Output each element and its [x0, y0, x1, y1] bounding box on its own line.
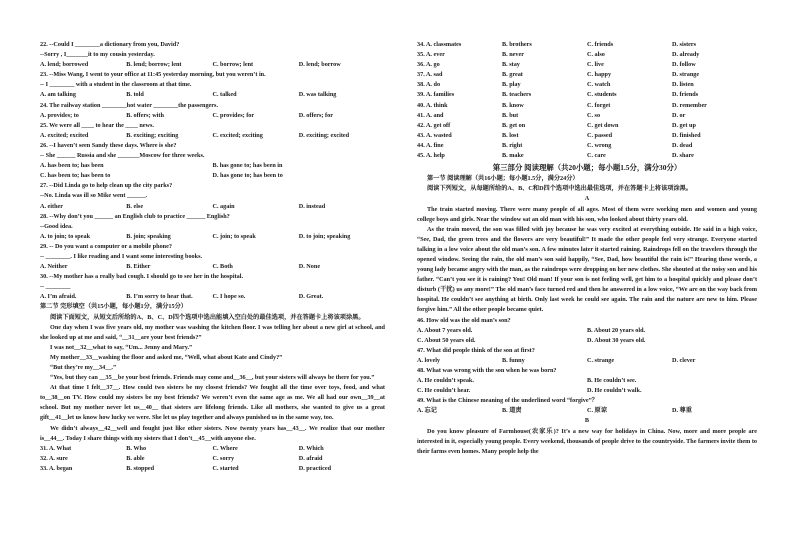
- option: C. wrong: [587, 141, 612, 149]
- question-28-stem: 28. --Why don’t you ______ an English club to practice ______ English?: [40, 212, 230, 220]
- option: B. able: [126, 454, 145, 462]
- passage-a-paragraph: As the train moved, the son was filled with joy because he was very excited at everything outside. He said in a high voice, “See, Dad, the green trees and the flowers are very beautiful!” It made the other people feel very strange. Everyone started talking in a low voice about the old man’s son. A few minutes later it started raining. Raindrops fell on the travelers through the opened window. Seeing the rain, the old man’s son said happily, “See, Dad, how beautiful the rain is!” Hearing these words, a young lady became angry with the man, as the raindrops were dropping on her new clothes. She shouted at the noisy son and his father. “Can’t you see it is raining? You! Old man! If your son is not feeling well, get him to a hospital quickly and please don’t disturb (干扰) us any more!” The old man’s face turned red and then he answered in a low voice, “We are on the way back from hospital. He couldn’t see anything at birth. Only last week he could see again. The rain and the nature are new to him. Please forgive him.” All the other people became quiet.: [417, 225, 757, 314]
- option: D. practiced: [298, 464, 332, 472]
- option: D. sisters: [672, 41, 697, 48]
- option: B. join; speaking: [126, 232, 171, 240]
- question-24-options: [40, 111, 385, 121]
- question-30-stem: 30. --My mother has a really bad cough. I should go to see her in the hospital.: [40, 273, 243, 281]
- option: 41. A. and: [417, 111, 444, 119]
- option: D. or: [672, 111, 686, 119]
- option: C. started: [212, 464, 239, 472]
- question-22-options: [40, 60, 385, 70]
- option: D. Great.: [298, 293, 324, 301]
- question-22-sub: --Sorry , I_______it to my cousin yesterday.: [40, 51, 155, 59]
- option: B. Either: [126, 263, 151, 271]
- option: 43. A. wasted: [417, 131, 452, 139]
- question-23-options: [40, 90, 385, 100]
- option: B. never: [502, 51, 524, 59]
- option: 42. A. get off: [417, 121, 451, 129]
- option: C. join; to speak: [212, 232, 256, 240]
- option: B. Who: [126, 444, 147, 452]
- option: D. Which: [298, 444, 324, 452]
- option: C. provides; for: [212, 111, 255, 119]
- option: C. has been to; has been to: [40, 172, 111, 180]
- option: A. excited; excited: [40, 131, 89, 139]
- option: D. follow: [672, 61, 696, 69]
- passage-a-label: A: [584, 195, 590, 203]
- option: 40. A. think: [417, 101, 448, 109]
- option: 33. A. began: [40, 464, 73, 472]
- option: A. lovely: [417, 356, 441, 364]
- question-48-options-cd: [417, 386, 757, 396]
- option: A. 忘记: [417, 407, 437, 415]
- part3-title: 第三部分 阅读理解（共20小题；每小题1.5分，满分30分）: [492, 163, 682, 173]
- question-28-options: [40, 232, 385, 242]
- option: 39. A. families: [417, 91, 455, 99]
- option: B. right: [502, 141, 523, 149]
- option: B. stopped: [126, 464, 155, 472]
- option: D. listen: [672, 81, 694, 89]
- question-23-stem: 23. --Miss Wang, I went to your office at 11:45 yesterday morning, but you weren’t in.: [40, 71, 266, 79]
- option: 32. A. sure: [40, 454, 68, 462]
- cloze-paragraph: My mother__33__washing the floor and asked me, “Well, what about Kate and Cindy?”: [50, 353, 283, 361]
- option: C. strange: [587, 356, 615, 364]
- option: C. sorry: [212, 454, 235, 462]
- cloze-paragraph: “Yes, but they can __35__be your best friends. Friends may come and__36__, but your sisters will always be there for you.”: [50, 374, 375, 382]
- option: C. borrow; lent: [212, 61, 254, 69]
- option: D. has gone to; has been to: [212, 172, 283, 180]
- question-48-options-ab: [417, 376, 757, 386]
- passage-b-paragraph: Do you know pleasure of Farmhouse(农家乐)? It’s a new way for holidays in China. Now, more and more people are interested in it, especially young people. Every weekend, thousands of people drive to the countryside. The farmers invite them to their farms even homes. Many people help the: [417, 427, 757, 455]
- option: B. but: [502, 111, 519, 119]
- question-26-sub: -- She ______ Russia and she _______Moscow for three weeks.: [40, 152, 205, 160]
- option: A. He couldn’t speak.: [417, 377, 474, 385]
- option: D. About 30 years old.: [587, 336, 646, 344]
- option: C. He couldn’t hear.: [417, 387, 471, 395]
- option: B. brothers: [502, 41, 532, 48]
- option: A. to join; to speak: [40, 232, 91, 240]
- option: D. already: [672, 51, 700, 59]
- option: D. get up: [672, 121, 696, 129]
- option: C. Where: [212, 444, 238, 452]
- option: D. 尊重: [672, 407, 692, 415]
- option: C. About 50 years old.: [417, 336, 476, 344]
- option: 36. A. go: [417, 61, 440, 69]
- option: A. lend; borrowed: [40, 61, 89, 69]
- option: D. offers; for: [298, 111, 333, 119]
- question-28-sub: --Good idea.: [40, 222, 73, 230]
- option: A. provides; to: [40, 111, 79, 119]
- option: B. lost: [502, 131, 519, 139]
- question-46-options-cd: [417, 336, 757, 346]
- cloze-instructions: 阅读下面短文，从短文后所给的A、B、C、D四个选项中选出能填入空白处的最佳选项，并在答题卡上将该项涂黑。: [50, 313, 365, 321]
- option: 44. A. fine: [417, 141, 444, 149]
- option: B. lend; borrow; lent: [126, 61, 182, 69]
- option: D. lend; borrow: [298, 61, 341, 69]
- question-26-stem: 26. --I haven’t seen Sandy these days. Where is she?: [40, 141, 177, 149]
- option: D. clever: [672, 356, 696, 364]
- option: A. Neither: [40, 263, 68, 271]
- option: A. am talking: [40, 91, 76, 99]
- option: B. else: [126, 202, 144, 210]
- option: C. so: [587, 111, 601, 119]
- option: B. stay: [502, 61, 520, 69]
- question-27-stem: 27. --Did Linda go to help clean up the city parks?: [40, 182, 173, 190]
- cloze-paragraph: We didn’t always__42__well and fought just like other sisters. Now twenty years has__43__. We realize that our mother is__44__. Today I share things with my sisters that I don’t__45__with anyone else.: [40, 424, 385, 442]
- option: C. students: [587, 91, 617, 99]
- cloze-paragraph: At that time I felt__37__. How could two sisters be my closest friends? We fought all the time over toys, food, and what to__38__on TV. How could my sisters be my best friends? We weren’t even the same age as me. We all had our own__39__at school. But my mother never let us__40__ that sisters are lifelong friends. Like all mothers, she wanted to give us a great gift__41__let us know how lucky we were. She let us play together and always punished us in the same way, too.: [40, 384, 385, 422]
- option: C. passed: [587, 131, 613, 139]
- option: 45. A. help: [417, 152, 445, 160]
- question-26-options-ab: [40, 161, 385, 171]
- option: B. know: [502, 101, 524, 109]
- right-column: [417, 40, 757, 457]
- option: B. 道责: [502, 407, 522, 415]
- option: B. exciting; exciting: [126, 131, 179, 139]
- option: B. About 20 years old.: [587, 326, 646, 334]
- option: B. offers; with: [126, 111, 164, 119]
- option: D. to join; speaking: [298, 232, 351, 240]
- question-49-options: [417, 406, 757, 416]
- cloze-options-grid-left: [40, 444, 385, 474]
- option: B. play: [502, 81, 521, 89]
- option: C. Both: [212, 263, 233, 271]
- question-25-options: [40, 131, 385, 141]
- part3-subheading: 第一节 阅读理解（共16小题；每小题1.5分，满分24分）: [427, 175, 579, 183]
- option: D. afraid: [298, 454, 323, 462]
- option: D. exciting; excited: [298, 131, 350, 139]
- option: A. either: [40, 202, 64, 210]
- question-25-stem: 25. We were all ____ to hear the ____ news.: [40, 121, 154, 129]
- cloze-options-grid-right: [417, 40, 757, 161]
- option: D. finished: [672, 131, 701, 139]
- question-46-options-ab: [417, 326, 757, 336]
- question-29-stem: 29. -- Do you want a computer or a mobile phone?: [40, 242, 172, 250]
- option: 38. A. do: [417, 81, 441, 89]
- option: D. remember: [672, 101, 707, 109]
- option: C. get down: [587, 121, 619, 129]
- option: C. excited; exciting: [212, 131, 263, 139]
- option: D. friends: [672, 91, 699, 99]
- question-47-stem: 47. What did people think of the son at first?: [417, 346, 535, 354]
- option: C. live: [587, 61, 604, 69]
- option: C. friends: [587, 41, 614, 48]
- option: C. watch: [587, 81, 611, 89]
- left-column: [40, 40, 385, 474]
- option: B. funny: [502, 356, 525, 364]
- question-26-options-cd: [40, 171, 385, 181]
- option: C. 原谅: [587, 407, 607, 415]
- option: D. share: [672, 152, 694, 160]
- option: A. I’m afraid.: [40, 293, 77, 301]
- question-23-sub: -- I ________ with a student in the classroom at that time.: [40, 81, 192, 89]
- option: D. was talking: [298, 91, 337, 99]
- cloze-paragraph: “But they’re my__34__.”: [50, 364, 117, 371]
- question-47-options: [417, 356, 757, 366]
- cloze-paragraph: I was not__32__what to say, “Um... Jenny and Mary.”: [50, 343, 193, 351]
- question-46-stem: 46. How old was the old man’s son?: [417, 316, 511, 324]
- option: 34. A. classmates: [417, 41, 462, 48]
- question-24-stem: 24. The railway station ________hot water ________the passengers.: [40, 101, 219, 109]
- part3-instructions: 阅读下列短文，从每题所给的A、B、C和D四个选项中选出最佳选项，并在答题卡上将该项涂黑。: [427, 185, 693, 193]
- option: D. dead: [672, 141, 693, 149]
- option: B. make: [502, 152, 524, 160]
- option: B. has gone to; has been in: [212, 162, 283, 170]
- question-49-stem: 49. What is the Chinese meaning of the underlined word “forgive”？: [417, 397, 598, 405]
- option: A. has been to; has been: [40, 162, 104, 170]
- option: C. happy: [587, 71, 612, 79]
- option: D. strange: [672, 71, 700, 79]
- option: 37. A. sad: [417, 71, 443, 79]
- option: A. About 7 years old.: [417, 326, 473, 334]
- option: 35. A. ever: [417, 51, 445, 59]
- option: D. He couldn’t walk.: [587, 387, 642, 395]
- question-27-options: [40, 202, 385, 212]
- option: B. told: [126, 91, 144, 99]
- option: B. He couldn’t see.: [587, 377, 637, 385]
- option: D. None: [298, 263, 321, 271]
- option: C. also: [587, 51, 605, 59]
- question-48-stem: 48. What was wrong with the son when he was born?: [417, 367, 557, 374]
- option: B. I’m sorry to hear that.: [126, 293, 193, 301]
- cloze-section-heading: 第二节 完形填空（共15小题，每小题1分，满分15分）: [40, 303, 187, 311]
- option: C. I hope so.: [212, 293, 246, 301]
- option: B. teachers: [502, 91, 532, 99]
- question-30-options: [40, 292, 385, 302]
- option: C. care: [587, 152, 606, 160]
- passage-a-paragraph: The train started moving. There were many people of all ages. Most of them were working men and women and young college boys and girls. Near the window sat an old man with his son, who looked about thirty years old.: [417, 205, 757, 223]
- question-27-sub: --No. Linda was ill so Mike went ______.: [40, 192, 148, 200]
- option: D. instead: [298, 202, 326, 210]
- option: 31. A. What: [40, 444, 72, 452]
- passage-b-label: B: [584, 417, 590, 425]
- option: B. great: [502, 71, 523, 79]
- question-30-sub: -- ________: [40, 283, 71, 291]
- option: C. again: [212, 202, 235, 210]
- option: C. forget: [587, 101, 611, 109]
- question-22-stem: 22. --Could I ________a dictionary from you, David?: [40, 41, 180, 48]
- option: B. get on: [502, 121, 526, 129]
- cloze-paragraph: One day when I was five years old, my mother was washing the kitchen floor. I was telling her about a new girl at school, and she looked up at me and said, “__31__are your best friends?”: [40, 323, 385, 341]
- option: C. talked: [212, 91, 237, 99]
- question-29-options: [40, 262, 385, 272]
- question-29-sub: -- ________. I like reading and I want some interesting books.: [40, 252, 203, 260]
